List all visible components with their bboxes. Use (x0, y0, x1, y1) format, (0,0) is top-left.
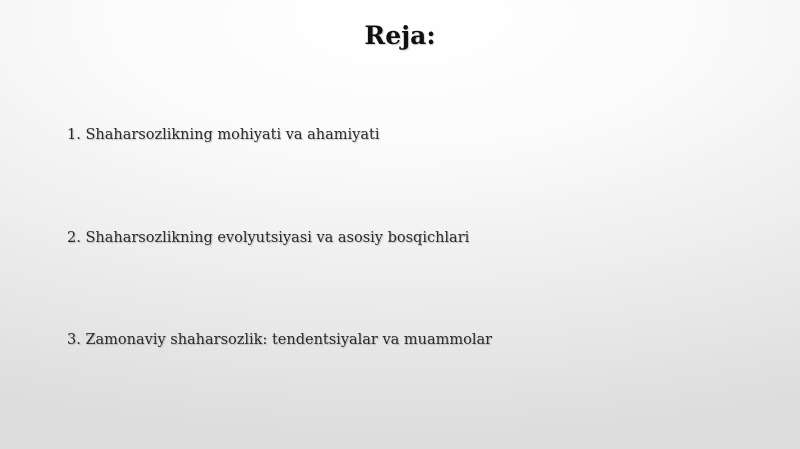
slide-title: Reja: (364, 21, 436, 50)
plan-item-1: 1. Shaharsozlikning mohiyati va ahamiyati (67, 127, 380, 143)
plan-item-3: 3. Zamonaviy shaharsozlik: tendentsiyalar va muammolar (67, 332, 493, 348)
plan-item-2: 2. Shaharsozlikning evolyutsiyasi va asosiy bosqichlari (67, 230, 470, 246)
